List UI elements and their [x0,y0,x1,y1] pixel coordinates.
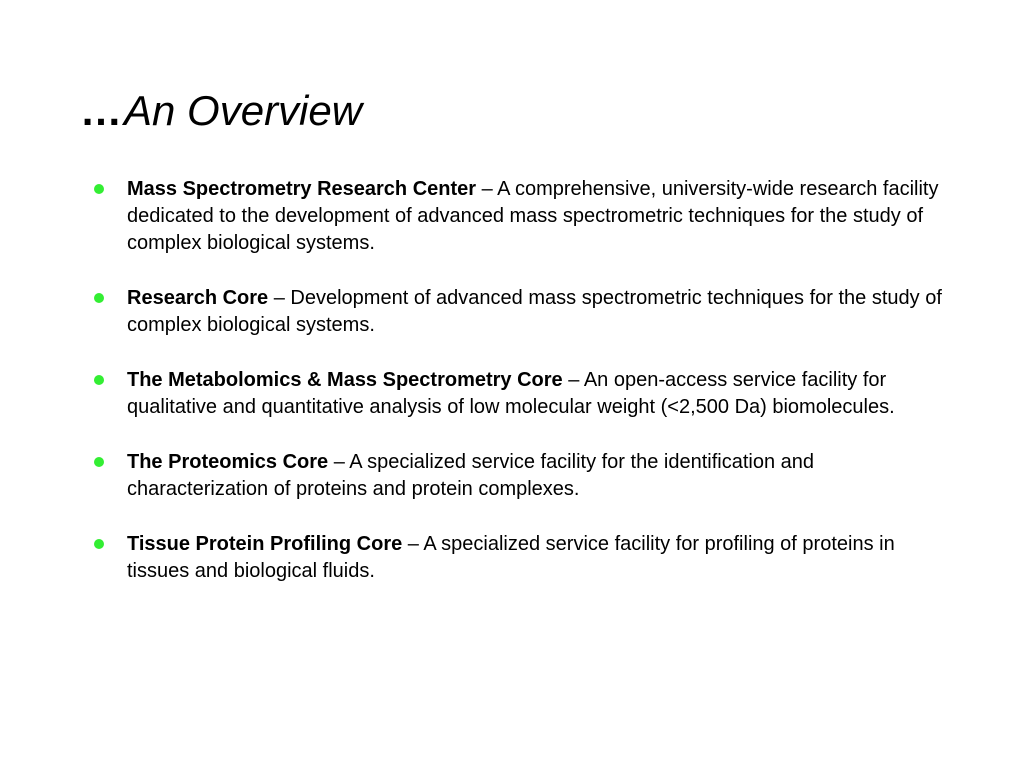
bullet-term: The Proteomics Core [127,451,329,473]
bullet-item [93,449,943,503]
bullet-term: Research Core [127,287,269,309]
bullet-text: – A specialized service facility for the identification and characterization of proteins and protein complexes. [127,451,814,500]
title-ellipsis: … [80,87,122,134]
bullet-dot-icon [94,375,104,385]
bullet-dot-icon [94,539,104,549]
bullet-text: – An open-access service facility for qualitative and quantitative analysis of low molecular weight (<2,500 Da) biomolecules. [127,369,895,418]
bullet-text: – A specialized service facility for profiling of proteins in tissues and biological fluids. [127,533,895,582]
bullet-dot-icon [94,457,104,467]
bullet-dot-icon [94,184,104,194]
bullet-term: The Metabolomics & Mass Spectrometry Core [127,369,563,391]
bullet-term: Tissue Protein Profiling Core [127,533,403,555]
bullet-term: Mass Spectrometry Research Center [127,178,477,200]
slide-title [80,82,362,140]
bullet-item [93,531,943,585]
bullet-item [93,285,943,339]
bullet-item [93,367,943,421]
bullet-item [93,176,943,257]
bullet-text: – A comprehensive, university-wide research facility dedicated to the development of advanced mass spectrometric techniques for the study of complex biological systems. [127,178,939,254]
title-text: An Overview [124,87,363,134]
bullet-list [93,176,943,613]
bullet-text: – Development of advanced mass spectrometric techniques for the study of complex biological systems. [127,287,942,336]
bullet-dot-icon [94,293,104,303]
